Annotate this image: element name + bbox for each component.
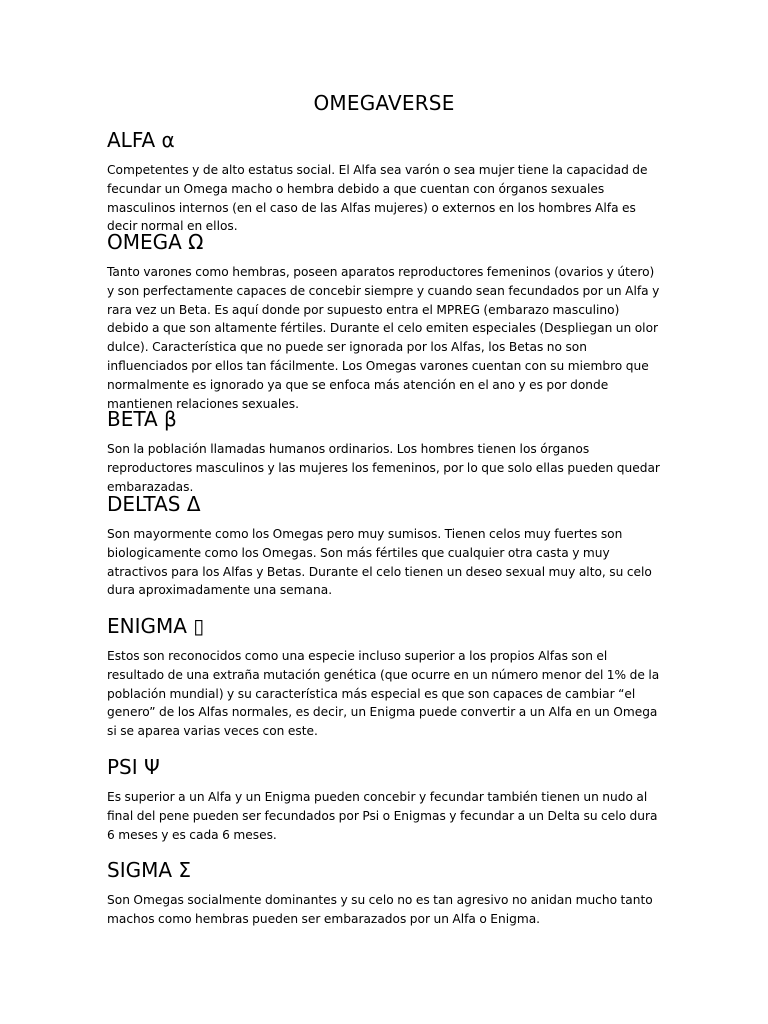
section-body: Es superior a un Alfa y un Enigma pueden concebir y fecundar también tienen un nudo al final del pene pueden ser fecundados por Psi o Enigmas y fecundar a un Delta su celo dura 6 meses y es cada 6 meses. (107, 790, 658, 842)
section-heading: ALFA α (107, 128, 175, 152)
section-heading: BETA β (107, 407, 177, 431)
section-omega (107, 229, 663, 413)
section-alfa (107, 127, 663, 236)
section-body: Estos son reconocidos como una especie incluso superior a los propios Alfas son el resultado de una extraña mutación genética (que ocurre en un número menor del 1% de la población mundial) y su característica más especial es que son capaces de cambiar “el genero” de los Alfas normales, es decir, un Enigma puede convertir a un Alfa en un Omega si se aparea varias veces con este. (107, 649, 660, 739)
section-sigma (107, 857, 663, 929)
section-heading: OMEGA Ω (107, 230, 204, 254)
section-body: Son la población llamadas humanos ordinarios. Los hombres tienen los órganos reproductores masculinos y las mujeres los femeninos, por lo que solo ellas pueden quedar embarazadas. (107, 442, 660, 494)
section-psi (107, 754, 663, 844)
section-heading: SIGMA Σ (107, 858, 192, 882)
section-body: Son Omegas socialmente dominantes y su celo no es tan agresivo no anidan mucho tanto machos como hembras pueden ser embarazados por un Alfa o Enigma. (107, 893, 653, 926)
section-enigma (107, 613, 663, 741)
section-heading: DELTAS Δ (107, 492, 201, 516)
section-heading: PSI Ψ (107, 755, 160, 779)
section-body: Son mayormente como los Omegas pero muy sumisos. Tienen celos muy fuertes son biologicamente como los Omegas. Son más fértiles que cualquier otra casta y muy atractivos para los Alfas y Betas. Durante el celo tienen un deseo sexual muy alto, su celo dura aproximadamente una semana. (107, 527, 652, 598)
document-title: OMEGAVERSE (313, 91, 455, 115)
section-deltas (107, 491, 663, 600)
section-heading: ENIGMA ▯ (107, 614, 205, 638)
section-body: Tanto varones como hembras, poseen aparatos reproductores femeninos (ovarios y útero) y son perfectamente capaces de concebir siempre y cuando sean fecundados por un Alfa y rara vez un Beta. Es aquí donde por supuesto entra el MPREG (embarazo masculino) debido a que son altamente fértiles. Durante el celo emiten especiales (Despliegan un olor dulce). Característica que no puede ser ignorada por los Alfas, los Betas no son influenciados por ellos tan fácilmente. Los Omegas varones cuentan con su miembro que normalmente es ignorado ya que se enfoca más atención en el ano y es por donde mantienen relaciones sexuales. (107, 265, 660, 411)
section-beta (107, 406, 663, 496)
section-body: Competentes y de alto estatus social. El Alfa sea varón o sea mujer tiene la capacidad de fecundar un Omega macho o hembra debido a que cuentan con órganos sexuales masculinos internos (en el caso de las Alfas mujeres) o externos en los hombres Alfa es decir normal en ellos. (107, 163, 648, 234)
